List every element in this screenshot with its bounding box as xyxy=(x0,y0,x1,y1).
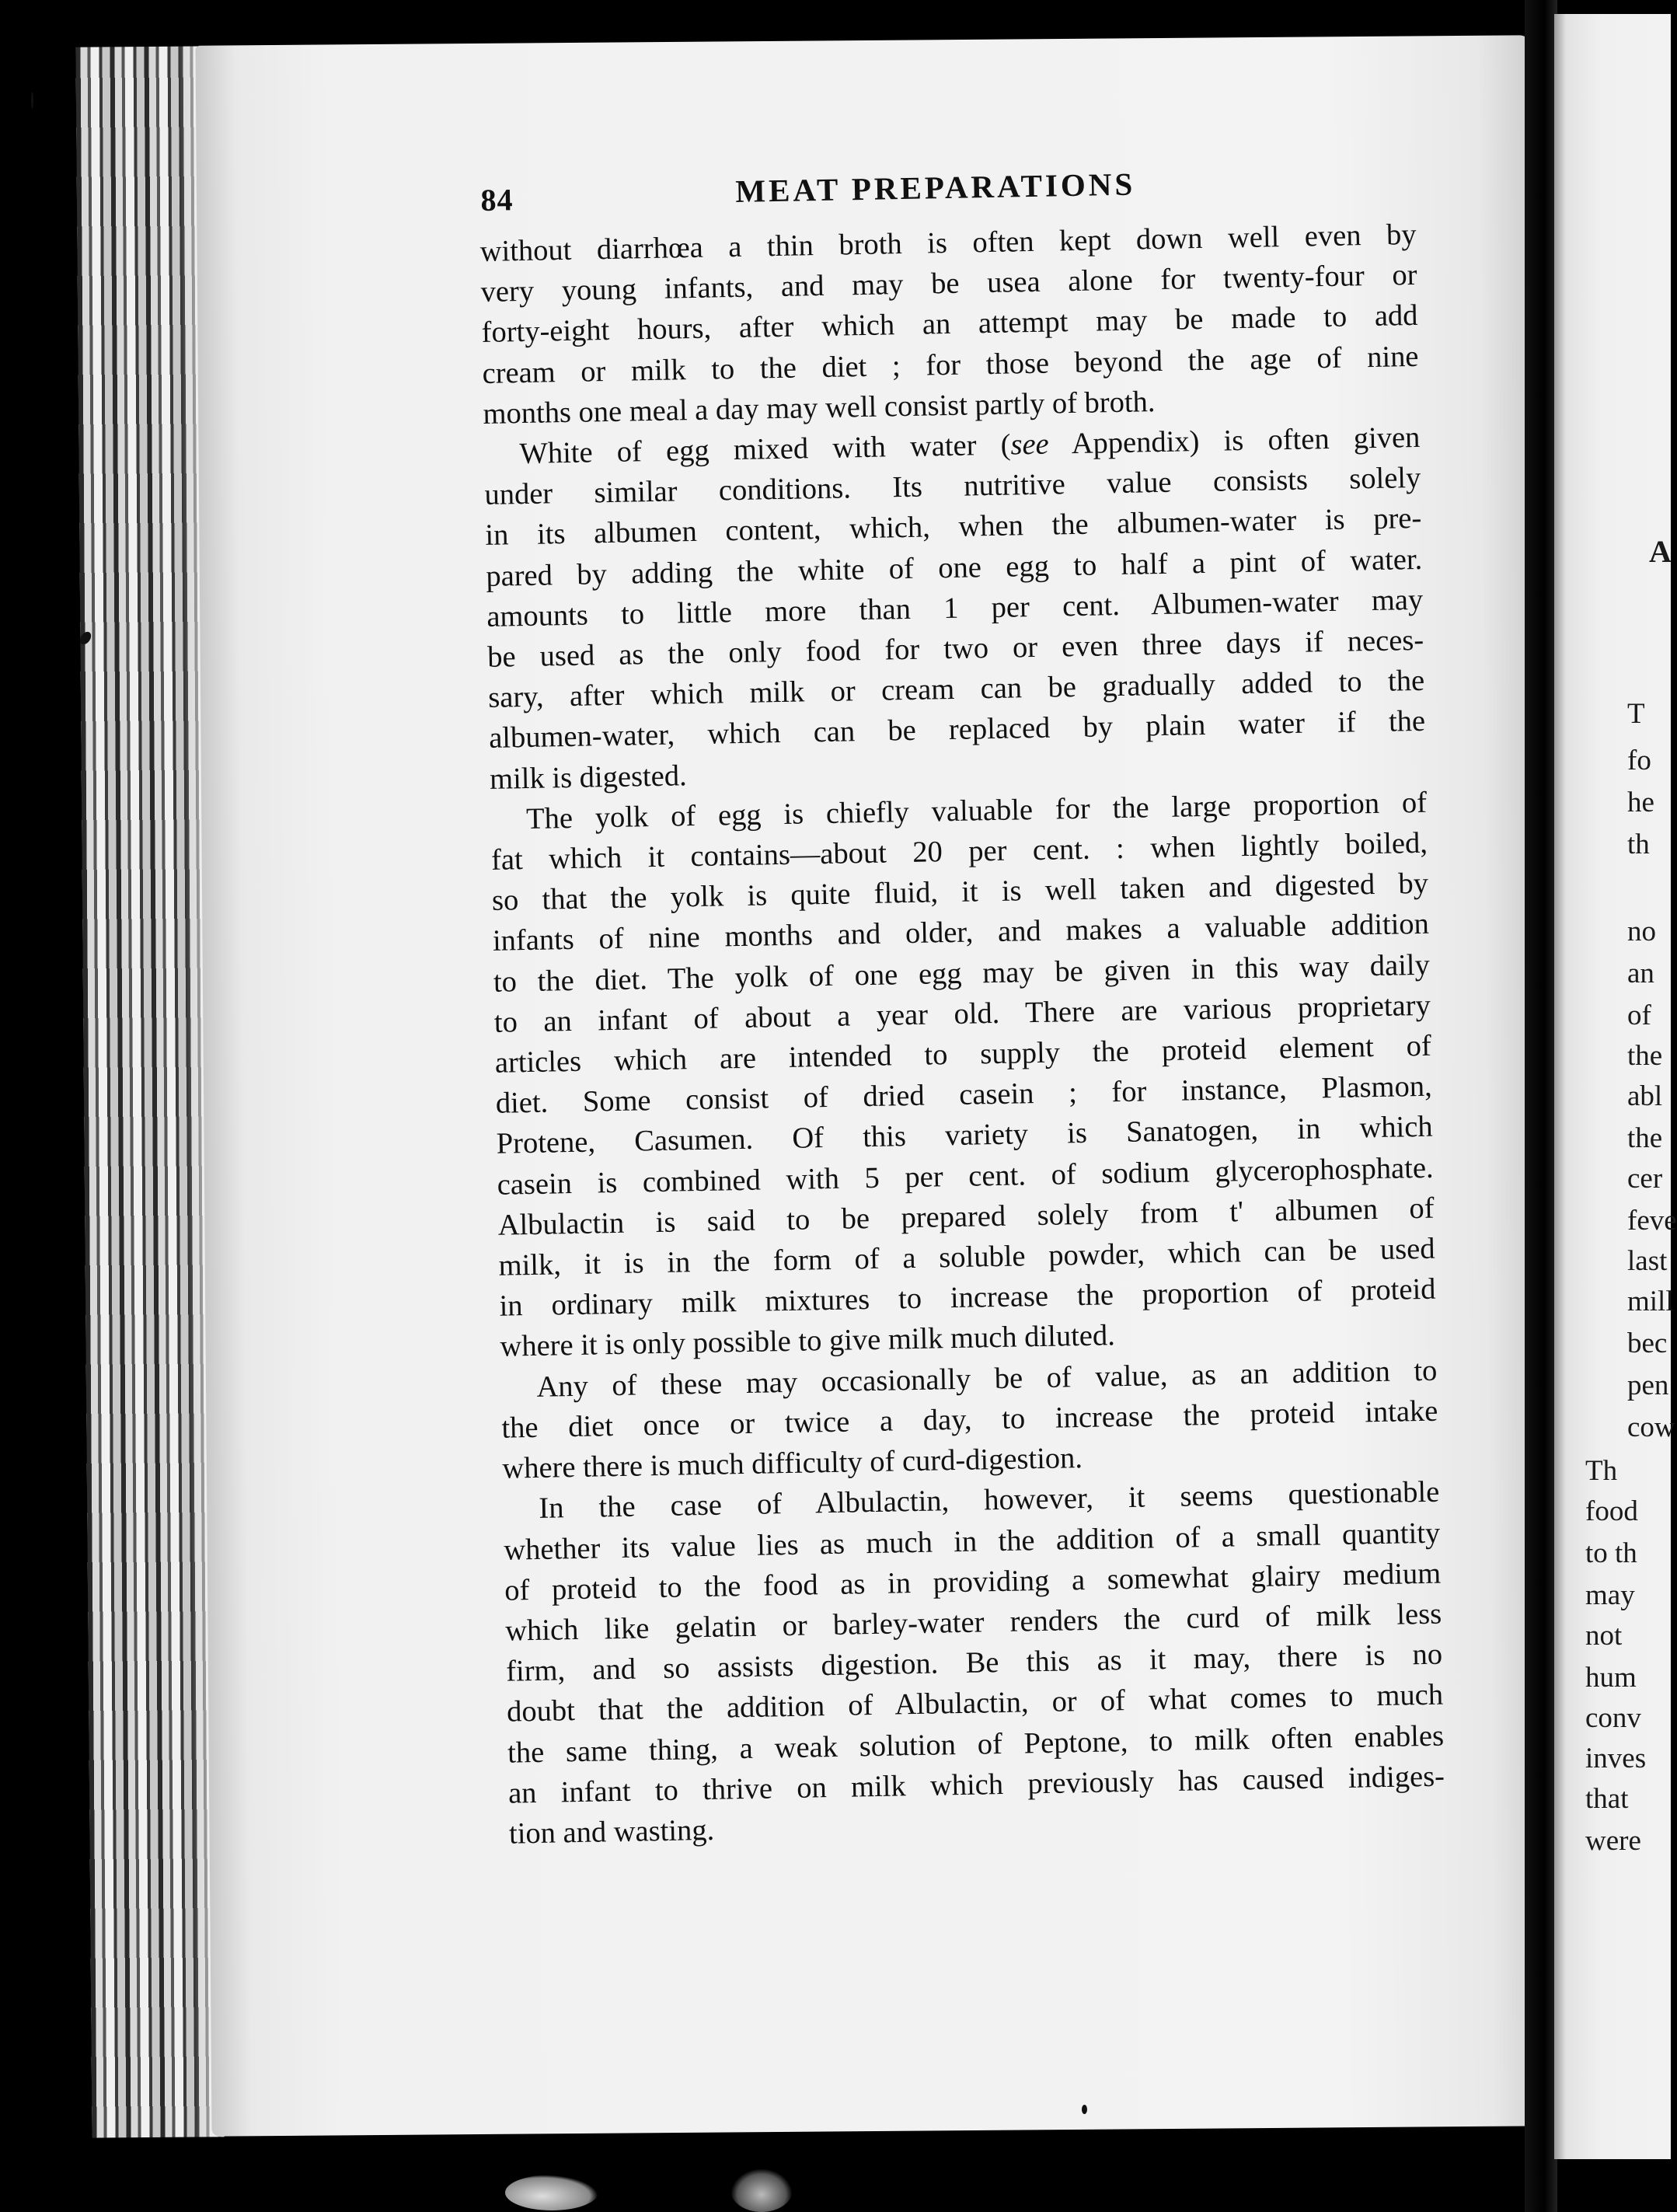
text-line: where there is much difficulty of curd-digestion. xyxy=(502,1442,1083,1485)
text-line: so that the yolk is quite fluid, it is well taken and digested by xyxy=(491,867,1429,918)
text-line: Protene, Casumen. Of this variety is Sanatogen, in which xyxy=(496,1111,1433,1161)
text-line: Any of these may occasionally be of value, as an addition to xyxy=(536,1354,1438,1404)
text-block xyxy=(479,160,1445,1854)
facing-page-text: hum xyxy=(1585,1662,1637,1694)
scan-mark xyxy=(730,2168,793,2212)
running-title: MEAT PREPARATIONS xyxy=(734,166,1136,209)
text-line: where it is only possible to give milk much diluted. xyxy=(500,1319,1116,1364)
facing-page-text: the xyxy=(1627,1122,1663,1154)
text-line: months one meal a day may well consist partly of broth. xyxy=(483,385,1156,431)
text-line: firm, and so assists digestion. Be this as it may, there is no xyxy=(505,1638,1443,1688)
paragraph xyxy=(490,783,1437,1368)
paragraph xyxy=(503,1472,1445,1854)
facing-page-text: th xyxy=(1627,829,1650,860)
facing-page-text: abl xyxy=(1627,1080,1663,1112)
text-line: without diarrhœa a thin broth is often kept down well even by xyxy=(479,218,1417,268)
facing-page-text: inves xyxy=(1585,1743,1647,1774)
text-line: cream or milk to the diet ; for those beyond the age of nine xyxy=(482,340,1419,390)
text-line: of proteid to the food as in providing a somewhat glairy medium xyxy=(504,1557,1442,1607)
page-number: 84 xyxy=(480,182,514,218)
facing-page-text: to th xyxy=(1585,1537,1637,1569)
facing-page-text: no xyxy=(1627,916,1656,947)
facing-page-text: bec xyxy=(1627,1328,1668,1359)
facing-page-text: may xyxy=(1585,1579,1635,1611)
facing-page-text: that xyxy=(1585,1783,1629,1815)
facing-page-text: he xyxy=(1627,787,1654,818)
facing-page-text: Th xyxy=(1585,1455,1618,1487)
scan-speck xyxy=(31,92,33,109)
text-line: Albulactin is said to be prepared solely from t' albumen of xyxy=(497,1191,1435,1242)
text-line: forty-eight hours, after which an attempt may be made to add xyxy=(481,299,1418,350)
facing-page-text: conv xyxy=(1585,1702,1641,1734)
text-line: an infant to thrive on milk which previously has caused indiges- xyxy=(507,1760,1445,1810)
text-line: articles which are intended to supply the proteid element of xyxy=(494,1029,1432,1080)
body-text xyxy=(479,215,1445,1854)
facing-page-text: feve xyxy=(1627,1205,1677,1237)
paragraph xyxy=(483,417,1426,800)
text-line: to an infant of about a year old. There are various proprietary xyxy=(493,989,1431,1039)
text-line: the diet once or twice a day, to increase the proteid intake xyxy=(501,1394,1438,1445)
facing-page xyxy=(1554,14,1677,2159)
scan-speck xyxy=(1082,2105,1087,2114)
facing-page-text: pen xyxy=(1627,1369,1669,1401)
text-line: The yolk of egg is chiefly valuable for the large proportion of xyxy=(525,786,1428,836)
facing-page-text: fo xyxy=(1627,745,1651,776)
facing-page-text: an xyxy=(1627,958,1654,989)
facing-page-text: A xyxy=(1649,534,1672,569)
facing-page-text: T xyxy=(1627,698,1645,730)
paragraph xyxy=(500,1350,1439,1489)
text-line: albumen-water, which can be replaced by plain water if the xyxy=(488,705,1426,755)
facing-page-text: of xyxy=(1627,1000,1651,1031)
book-gutter xyxy=(1525,0,1557,2212)
text-line: in its albumen content, which, when the albumen-water is pre- xyxy=(485,502,1422,553)
text-line: doubt that the addition of Albulactin, or of what comes to much xyxy=(506,1678,1444,1729)
text-line: In the case of Albulactin, however, it seems questionable xyxy=(539,1475,1440,1526)
text-line: milk, it is in the form of a soluble powder, which can be used xyxy=(498,1232,1435,1282)
text-line: fat which it contains—about 20 per cent. : when lightly boiled, xyxy=(490,826,1428,877)
text-line: pared by adding the white of one egg to half a pint of water. xyxy=(486,543,1423,593)
facing-page-text: food xyxy=(1585,1495,1638,1527)
text-line: which like gelatin or barley-water renders the curd of milk less xyxy=(504,1597,1442,1648)
scan-mark xyxy=(505,2175,598,2210)
text-line: White of egg mixed with water (see Appendix) is often given xyxy=(519,420,1421,471)
facing-page-text: cer xyxy=(1627,1163,1663,1195)
text-line: be used as the only food for two or even three days if neces- xyxy=(486,623,1424,674)
text-line: diet. Some consist of dried casein ; for instance, Plasmon, xyxy=(495,1069,1433,1121)
text-line: infants of nine months and older, and makes a valuable addition xyxy=(492,908,1430,958)
text-line: whether its value lies as much in the addition of a small quantity xyxy=(503,1516,1441,1567)
facing-page-text: not xyxy=(1585,1620,1623,1652)
facing-page-text: last xyxy=(1627,1245,1668,1277)
text-line: milk is digested. xyxy=(489,759,687,796)
text-line: tion and wasting. xyxy=(508,1813,715,1851)
paragraph xyxy=(479,215,1420,434)
text-line: to the diet. The yolk of one egg may be given in this way daily xyxy=(493,948,1431,999)
text-line: very young infants, and may be usea alone for twenty-four or xyxy=(480,259,1417,309)
text-line: casein is combined with 5 per cent. of sodium glycerophosphate. xyxy=(497,1151,1434,1202)
text-line: amounts to little more than 1 per cent. Albumen-water may xyxy=(486,583,1424,633)
text-line: sary, after which milk or cream can be gradually added to the xyxy=(487,665,1425,715)
facing-page-text: cow xyxy=(1627,1411,1675,1443)
text-line: under similar conditions. Its nutritive value consists solely xyxy=(484,462,1421,512)
facing-page-text: were xyxy=(1585,1825,1641,1857)
facing-page-text: the xyxy=(1627,1040,1663,1072)
text-line: the same thing, a weak solution of Peptone, to milk often enables xyxy=(507,1719,1445,1770)
facing-page-text: mill xyxy=(1627,1286,1674,1317)
text-line: in ordinary milk mixtures to increase the proportion of proteid xyxy=(499,1272,1436,1324)
